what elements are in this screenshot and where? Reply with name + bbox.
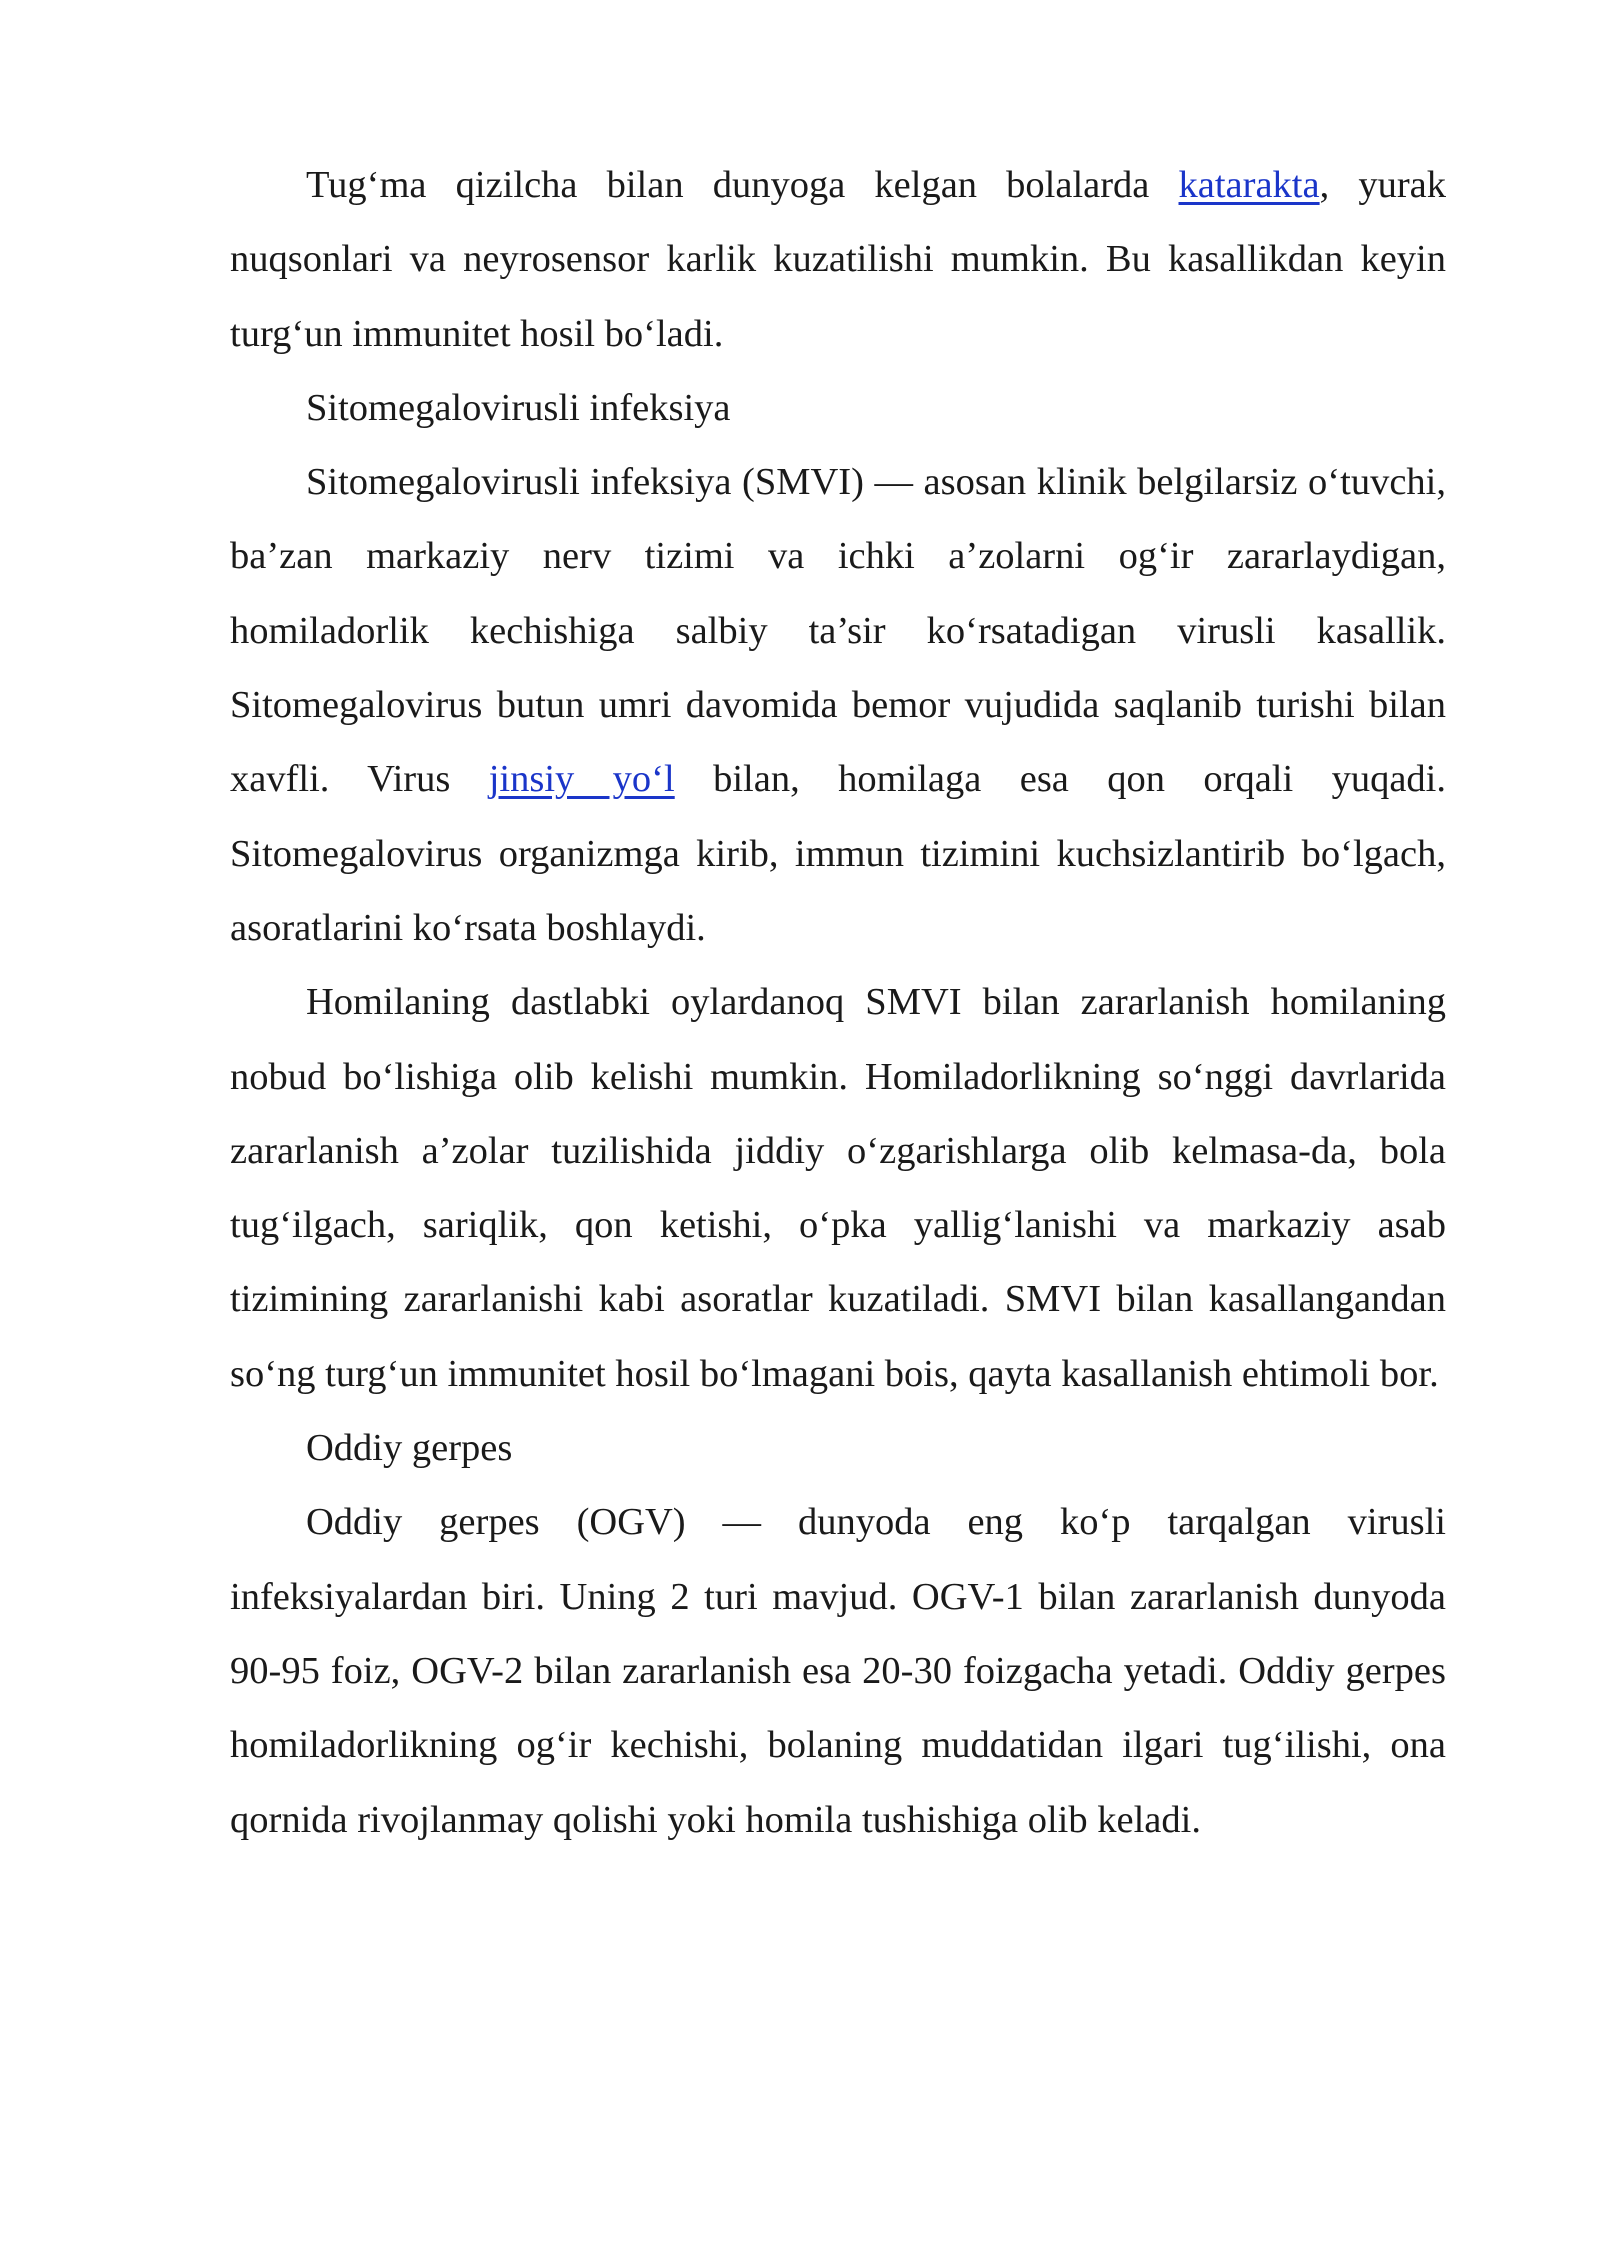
paragraph-text: , yurak nuqsonlari va neyrosensor karlik kuzatilishi mumkin. Bu kasallikdan keyin turg‘un immunitet hosil bo‘ladi. <box>230 164 1446 355</box>
paragraph-text: Sitomegalovirusli infeksiya (SMVI) — asosan klinik belgilarsiz o‘tuvchi, ba’zan markaziy nerv tizimi va ichki a’zolarni og‘ir zararlaydigan, homiladorlik kechishiga salbiy ta’sir ko‘rsatadigan virusli kasallik. Sitomegalovirus butun umri davomida bemor vujudida saqlanib turishi bilan xavfli. Virus <box>230 461 1446 801</box>
section-heading-cmv: Sitomegalovirusli infeksiya <box>306 386 731 429</box>
paragraph-herpes: Oddiy gerpes (OGV) — dunyoda eng ko‘p tarqalgan virusli infeksiyalardan biri. Uning 2 turi mavjud. OGV-1 bilan zararlanish dunyoda 90-95 foiz, OGV-2 bilan zararlanish esa 20-30 foizgacha yetadi. Oddiy gerpes homiladorlikning og‘ir kechishi, bolaning muddatidan ilgari tug‘ilishi, ona qornida rivojlanmay qolishi yoki homila tushishiga olib keladi. <box>230 1501 1446 1841</box>
document-page <box>230 148 1446 1857</box>
link-jinsiy-yol[interactable]: jinsiy yo‘l <box>488 758 675 801</box>
link-katarakta[interactable]: katarakta <box>1178 164 1320 206</box>
section-heading-herpes: Oddiy gerpes <box>306 1427 513 1470</box>
paragraph-text: Tug‘ma qizilcha bilan dunyoga kelgan bolalarda <box>306 164 1179 206</box>
paragraph-rubella-complications <box>230 148 1446 371</box>
paragraph-cmv-pregnancy: Homilaning dastlabki oylardanoq SMVI bilan zararlanish homilaning nobud bo‘lishiga olib kelishi mumkin. Homiladorlikning so‘nggi davrlarida zararlanish a’zolar tuzilishida jiddiy o‘zgarishlarga olib kelmasa-da, bola tug‘ilgach, sariqlik, qon ketishi, o‘pka yallig‘lanishi va markaziy asab tizimining zararlanishi kabi asoratlar kuzatiladi. SMVI bilan kasallangandan so‘ng turg‘un immunitet hosil bo‘lmagani bois, qayta kasallanish ehtimoli bor. <box>230 981 1446 1395</box>
paragraph-cmv-definition <box>230 445 1446 965</box>
paragraph-text: bilan, homilaga esa qon orqali yuqadi. Sitomegalovirus organizmga kirib, immun tizimini kuchsizlantirib bo‘lgach, asoratlarini ko‘rsata boshlaydi. <box>230 758 1446 949</box>
